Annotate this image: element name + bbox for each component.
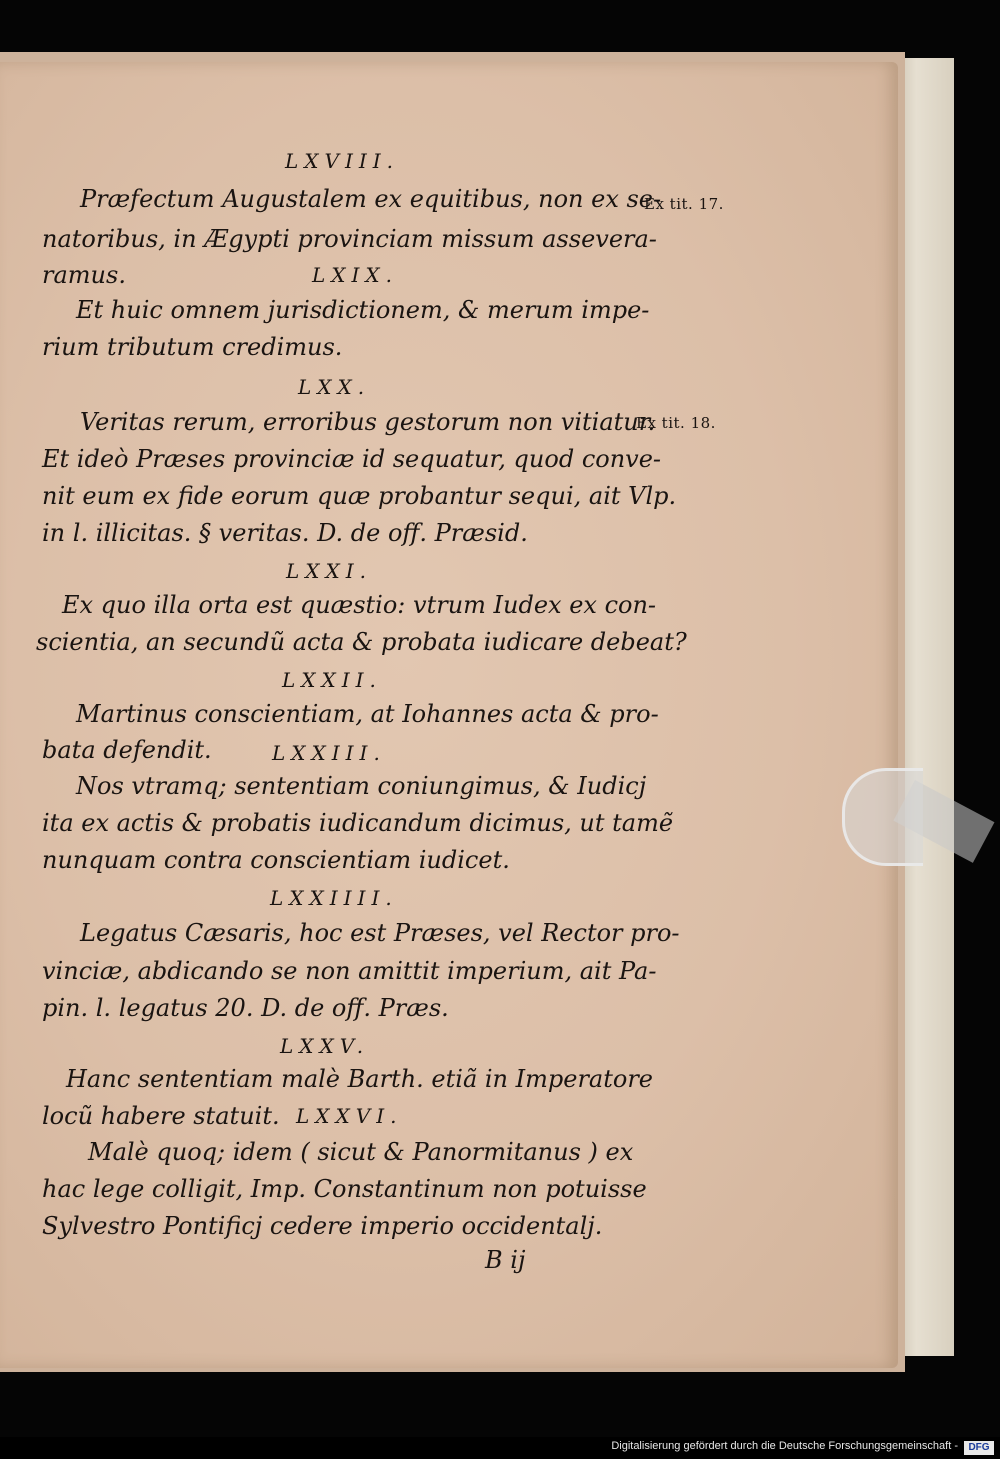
text-line: rium tributum credimus. [42,333,343,361]
section-number: LXX. [298,375,371,399]
section-number: LXVIII. [285,149,400,173]
text-line: in l. illicitas. § veritas. D. de off. Præsid. [42,519,528,547]
text-line: natoribus, in Ægypti provinciam missum assevera- [42,225,657,253]
margin-note: Ex tit. 17. [644,195,724,213]
text-line: Veritas rerum, erroribus gestorum non vitiatur. [80,408,656,436]
text-line: Malè quoq; idem ( sicut & Panormitanus ) ex [88,1138,634,1166]
text-line: Et huic omnem jurisdictionem, & merum impe- [76,296,650,324]
text-line: pin. l. legatus 20. D. de off. Præs. [42,994,449,1022]
text-line: bata defendit. [42,736,212,764]
footer-credit: Digitalisierung gefördert durch die Deutsche Forschungsgemeinschaft - [611,1440,958,1452]
text-line: Sylvestro Pontificj cedere imperio occidentalj. [42,1212,603,1240]
section-number: LXXII. [282,668,382,692]
text-line: nunquam contra conscientiam iudicet. [42,846,510,874]
section-number: LXXIIII. [270,886,398,910]
text-line: vinciæ, abdicando se non amittit imperium, ait Pa- [42,957,657,985]
text-line: hac lege colligit, Imp. Constantinum non potuisse [42,1175,647,1203]
section-number: LXXVI. [296,1104,403,1128]
section-number: LXXIII. [272,741,386,765]
signature-mark: B ij [485,1246,526,1274]
text-line: ita ex actis & probatis iudicandum dicimus, ut tamẽ [42,809,674,837]
text-line: Et ideò Præses provinciæ id sequatur, quod conve- [42,445,662,473]
text-line: ramus. [42,261,126,289]
text-line: Ex quo illa orta est quæstio: vtrum Iudex ex con- [62,591,657,619]
footer-bar [0,1437,1000,1459]
text-line: locũ habere statuit. [42,1102,280,1130]
text-line: scientia, an secundũ acta & probata iudicare debeat? [36,628,687,656]
text-line: Hanc sententiam malè Barth. etiã in Imperatore [66,1065,653,1093]
page-clip [842,768,923,866]
text-line: Præfectum Augustalem ex equitibus, non ex se- [80,185,662,213]
section-number: LXXV. [280,1034,370,1058]
text-line: Legatus Cæsaris, hoc est Præses, vel Rector pro- [80,919,680,947]
text-line: Nos vtramq; sententiam coniungimus, & Iudicj [76,772,647,800]
margin-note: Ex tit. 18. [636,414,716,432]
dfg-logo: DFG [964,1441,994,1455]
text-line: Martinus conscientiam, at Iohannes acta & pro- [76,700,659,728]
section-number: LXIX. [312,263,399,287]
section-number: LXXI. [286,559,373,583]
text-line: nit eum ex fide eorum quæ probantur sequi, ait Vlp. [42,482,677,510]
